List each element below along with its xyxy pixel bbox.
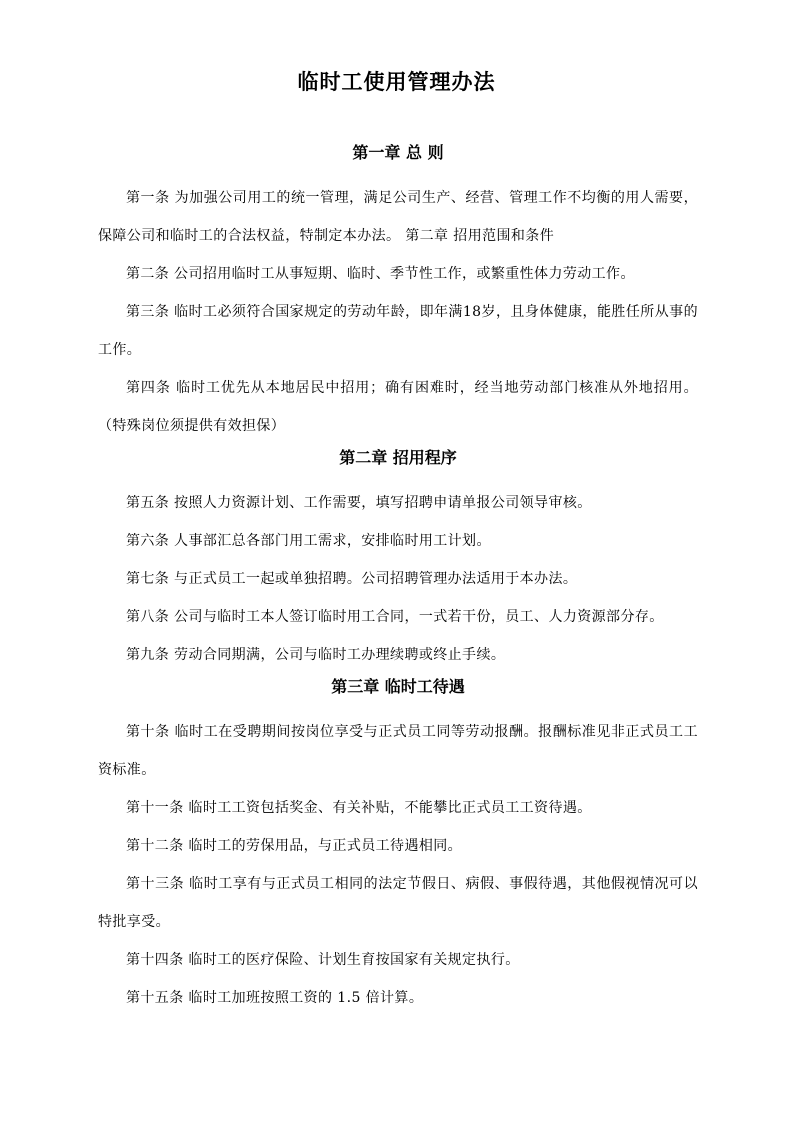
document-body <box>98 140 698 1017</box>
document-title: 临时工使用管理办法 <box>297 70 496 94</box>
article-7: 第七条 与正式员工一起或单独招聘。公司招聘管理办法适用于本办法。 <box>126 571 578 587</box>
chapter-2 <box>98 445 698 674</box>
article-15: 第十五条 临时工加班按照工资的 1.5 倍计算。 <box>126 990 424 1006</box>
article-4: 第四条 临时工优先从本地居民中招用；确有困难时，经当地劳动部门核准从外地招用。 （特殊岗位须提供有效担保） <box>98 380 698 434</box>
article-5: 第五条 按照人力资源计划、工作需要，填写招聘申请单报公司领导审核。 <box>126 495 592 511</box>
article-9: 第九条 劳动合同期满，公司与临时工办理续聘或终止手续。 <box>126 647 506 663</box>
article-6: 第六条 人事部汇总各部门用工需求，安排临时用工计划。 <box>126 533 491 549</box>
chapter-3 <box>98 674 698 1017</box>
article-13: 第十三条 临时工享有与正式员工相同的法定节假日、病假、事假待遇，其他假视情况可以特批享受。 <box>98 876 698 930</box>
chapter-heading: 第一章 总 则 <box>352 143 444 162</box>
article-14: 第十四条 临时工的医疗保险、计划生育按国家有关规定执行。 <box>126 952 520 968</box>
article-8: 第八条 公司与临时工本人签订临时用工合同，一式若干份，员工、人力资源部分存。 <box>126 609 664 625</box>
article-12: 第十二条 临时工的劳保用品，与正式员工待遇相同。 <box>126 838 463 854</box>
article-2: 第二条 公司招用临时工从事短期、临时、季节性工作，或繁重性体力劳动工作。 <box>126 266 635 282</box>
article-3: 第三条 临时工必须符合国家规定的劳动年龄，即年满18岁，且身体健康，能胜任所从事的工作。 <box>98 304 698 358</box>
chapter-heading: 第二章 招用程序 <box>339 448 457 467</box>
article-10: 第十条 临时工在受聘期间按岗位享受与正式员工同等劳动报酬。报酬标准见非正式员工工资标准。 <box>98 724 698 778</box>
chapter-heading: 第三章 临时工待遇 <box>331 677 465 696</box>
article-1: 第一条 为加强公司用工的统一管理，满足公司生产、经营、管理工作不均衡的用人需要，保障公司和临时工的合法权益，特制定本办法。 第二章 招用范围和条件 <box>98 190 698 244</box>
article-11: 第十一条 临时工工资包括奖金、有关补贴，不能攀比正式员工工资待遇。 <box>126 800 592 816</box>
chapter-1 <box>98 140 698 445</box>
